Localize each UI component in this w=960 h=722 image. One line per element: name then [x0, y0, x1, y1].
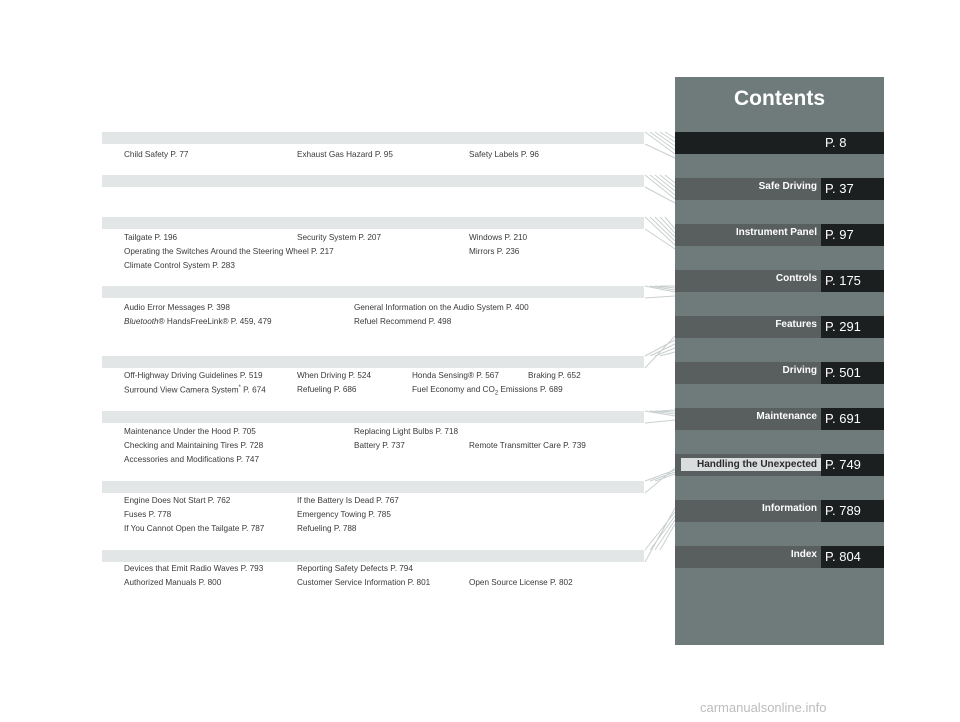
option-asterisk: * [238, 385, 241, 391]
handsfreelink-text: HandsFreeLink® P. 459, 479 [164, 317, 272, 326]
band-controls [102, 286, 644, 298]
nav-page: P. 501 [821, 362, 884, 384]
entry-battery[interactable]: Battery P. 737 [354, 441, 405, 450]
entry-emergency-towing[interactable]: Emergency Towing P. 785 [297, 510, 391, 519]
watermark: carmanualsonline.info [700, 700, 827, 715]
surround-view-text: Surround View Camera System [124, 385, 239, 395]
nav-label: Instrument Panel [735, 227, 817, 238]
entry-when-driving[interactable]: When Driving P. 524 [297, 371, 372, 380]
contents-sidebar [675, 77, 884, 645]
entry-steering-switches[interactable]: Operating the Switches Around the Steering Wheel P. 217 [124, 247, 334, 256]
co2-subscript: 2 [494, 390, 499, 397]
entry-climate-control[interactable]: Climate Control System P. 283 [124, 261, 235, 270]
nav-label: Information [762, 503, 817, 514]
entry-handsfreelink[interactable] [124, 317, 272, 326]
entry-authorized-manuals[interactable]: Authorized Manuals P. 800 [124, 578, 222, 587]
band-information [102, 550, 644, 562]
entry-remote-transmitter[interactable]: Remote Transmitter Care P. 739 [469, 441, 586, 450]
nav-index[interactable] [675, 546, 884, 592]
nav-label: Safe Driving [758, 181, 817, 192]
nav-driving[interactable] [675, 362, 884, 408]
nav-page: P. 37 [821, 178, 884, 200]
entry-customer-service[interactable]: Customer Service Information P. 801 [297, 578, 431, 587]
nav-page: P. 97 [821, 224, 884, 246]
entry-windows[interactable]: Windows P. 210 [469, 233, 528, 242]
entry-fuel-economy[interactable] [412, 385, 563, 397]
nav-label: Controls [775, 273, 817, 284]
entry-safety-defects[interactable]: Reporting Safety Defects P. 794 [297, 564, 413, 573]
entry-tailgate[interactable]: Tailgate P. 196 [124, 233, 178, 242]
entry-fuses[interactable]: Fuses P. 778 [124, 510, 172, 519]
band-instrument-panel [102, 217, 644, 229]
band-safe-driving [102, 175, 644, 187]
entry-light-bulbs[interactable]: Replacing Light Bulbs P. 718 [354, 427, 459, 436]
nav-maintenance[interactable] [675, 408, 884, 454]
nav-page: P. 8 [821, 132, 884, 154]
nav-safe-driving[interactable] [675, 178, 884, 224]
entry-off-highway[interactable]: Off-Highway Driving Guidelines P. 519 [124, 371, 263, 380]
nav-features[interactable] [675, 316, 884, 362]
fuel-economy-text: Fuel Economy and CO [412, 385, 495, 394]
nav-page: P. 804 [821, 546, 884, 568]
entry-engine-does-not-start[interactable]: Engine Does Not Start P. 762 [124, 496, 231, 505]
entry-refuel-recommend[interactable]: Refuel Recommend P. 498 [354, 317, 452, 326]
nav-label: Index [790, 549, 817, 560]
bluetooth-brand: Bluetooth [124, 317, 159, 326]
nav-instrument-panel[interactable] [675, 224, 884, 270]
entry-audio-general-info[interactable]: General Information on the Audio System P. 400 [354, 303, 529, 312]
band-quick-reference [102, 132, 644, 144]
entry-accessories[interactable]: Accessories and Modifications P. 747 [124, 455, 260, 464]
entry-radio-waves[interactable]: Devices that Emit Radio Waves P. 793 [124, 564, 264, 573]
contents-title: Contents [734, 87, 825, 110]
entry-safety-labels[interactable]: Safety Labels P. 96 [469, 150, 539, 159]
nav-page: P. 749 [821, 454, 884, 476]
entry-child-safety[interactable]: Child Safety P. 77 [124, 150, 189, 159]
nav-information[interactable] [675, 500, 884, 546]
nav-handling-unexpected[interactable] [675, 454, 884, 500]
nav-quick-reference[interactable] [675, 132, 884, 178]
band-driving [102, 411, 644, 423]
entry-security-system[interactable]: Security System P. 207 [297, 233, 382, 242]
entry-tires[interactable]: Checking and Maintaining Tires P. 728 [124, 441, 264, 450]
nav-label: Maintenance [756, 411, 817, 422]
entry-refueling-driving[interactable]: Refueling P. 686 [297, 385, 357, 394]
registered-mark: ® [158, 317, 165, 326]
entry-battery-dead[interactable]: If the Battery Is Dead P. 767 [297, 496, 399, 505]
entry-surround-view-camera[interactable] [124, 385, 266, 395]
entry-braking[interactable]: Braking P. 652 [528, 371, 581, 380]
nav-page: P. 175 [821, 270, 884, 292]
nav-label: Handling the Unexpected [681, 458, 821, 471]
entry-honda-sensing[interactable]: Honda Sensing® P. 567 [412, 371, 499, 380]
nav-page: P. 789 [821, 500, 884, 522]
nav-controls[interactable] [675, 270, 884, 316]
nav-label: Features [775, 319, 817, 330]
band-features [102, 356, 644, 368]
fuel-economy-page: Emissions P. 689 [498, 385, 563, 394]
nav-page: P. 691 [821, 408, 884, 430]
entry-refueling-unexpected[interactable]: Refueling P. 788 [297, 524, 357, 533]
band-maintenance [102, 481, 644, 493]
entry-open-tailgate[interactable]: If You Cannot Open the Tailgate P. 787 [124, 524, 265, 533]
surround-view-page: P. 674 [240, 385, 266, 395]
entry-maintenance-hood[interactable]: Maintenance Under the Hood P. 705 [124, 427, 256, 436]
entry-exhaust-gas-hazard[interactable]: Exhaust Gas Hazard P. 95 [297, 150, 393, 159]
entry-open-source-license[interactable]: Open Source License P. 802 [469, 578, 573, 587]
nav-label: Driving [782, 365, 817, 376]
entry-mirrors[interactable]: Mirrors P. 236 [469, 247, 520, 256]
entry-audio-error-messages[interactable]: Audio Error Messages P. 398 [124, 303, 230, 312]
nav-page: P. 291 [821, 316, 884, 338]
